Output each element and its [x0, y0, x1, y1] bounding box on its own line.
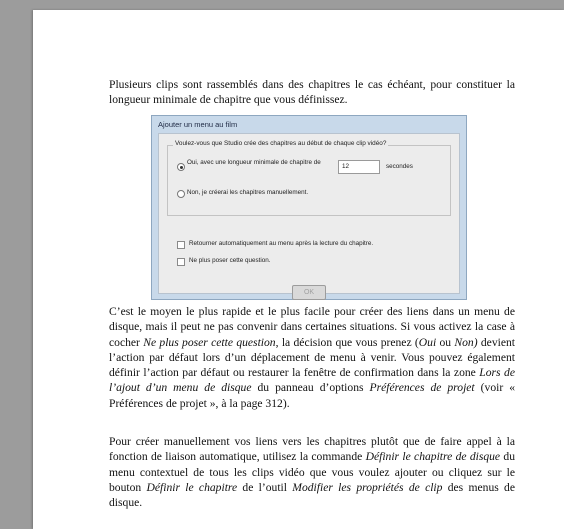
italic-term: Oui	[418, 335, 437, 349]
italic-term: Lors de l’ajout d’un menu de disque	[109, 366, 515, 395]
chapter-options-group	[167, 140, 451, 216]
radio-yes-label: Oui, avec une longueur minimale de chapitre de	[187, 159, 321, 166]
return-to-menu-checkbox[interactable]	[177, 241, 185, 249]
units-label: secondes	[386, 163, 413, 170]
text-span: de l’outil	[237, 480, 293, 494]
paragraph-explanation	[109, 304, 515, 411]
text-span: C’est le moyen le plus rapide et le plus facile pour créer des liens dans un menu de disque, mais il peut ne pas convenir dans certaines situations. Si vous activez la case à cocher	[109, 305, 515, 349]
radio-no[interactable]	[177, 190, 185, 198]
dont-ask-label: Ne plus poser cette question.	[189, 257, 271, 264]
ok-button[interactable]: OK	[292, 285, 326, 300]
italic-term: Préférences de projet	[369, 381, 475, 395]
text-span: , la décision que vous prenez (	[275, 335, 419, 349]
italic-term: Définir le chapitre	[146, 480, 238, 494]
paragraph-manual-links	[109, 434, 515, 510]
italic-term: Ne plus poser cette question	[143, 335, 276, 349]
italic-term: Modifier les propriétés de clip	[292, 480, 443, 494]
radio-yes[interactable]	[177, 163, 185, 171]
text-span: devient l’action par défaut lors d’un déplacement de menu à venir. Vous pouvez également définir l’action par défaut ou restaurer la fenêtre de confirmation dans la zone	[109, 335, 516, 380]
text-span: Pour créer manuellement vos liens vers les chapitres plutôt que de faire appel à la fonction de liaison automatique, utilisez la commande	[109, 435, 515, 464]
document-page	[33, 10, 564, 529]
italic-term: Non)	[454, 335, 478, 349]
italic-term: Définir le chapitre de disque	[365, 450, 501, 464]
radio-no-label: Non, je créerai les chapitres manuellement.	[187, 189, 309, 196]
chapter-length-input[interactable]: 12	[338, 160, 380, 174]
paragraph-intro: Plusieurs clips sont rassemblés dans des chapitres le cas échéant, pour constituer la longueur minimale de chapitre que vous définissez.	[109, 78, 515, 107]
dialog-body	[158, 133, 460, 294]
text-span: ou	[436, 335, 455, 349]
text-span: du panneau d’options	[251, 381, 370, 395]
text-span: du menu contextuel de tous les clips vidéo que vous voulez ajouter ou cliquez sur le bouton	[109, 450, 515, 494]
text-span: (voir « Préférences de projet », à la page 312).	[109, 381, 515, 410]
dialog-title: Ajouter un menu au film	[158, 120, 238, 129]
text-span: des menus de disque.	[109, 480, 515, 510]
group-legend: Voulez-vous que Studio crée des chapitres au début de chaque clip vidéo?	[175, 140, 387, 147]
add-menu-dialog-screenshot	[151, 115, 467, 300]
dont-ask-checkbox[interactable]	[177, 258, 185, 266]
return-to-menu-label: Retourner automatiquement au menu après la lecture du chapitre.	[189, 240, 374, 247]
